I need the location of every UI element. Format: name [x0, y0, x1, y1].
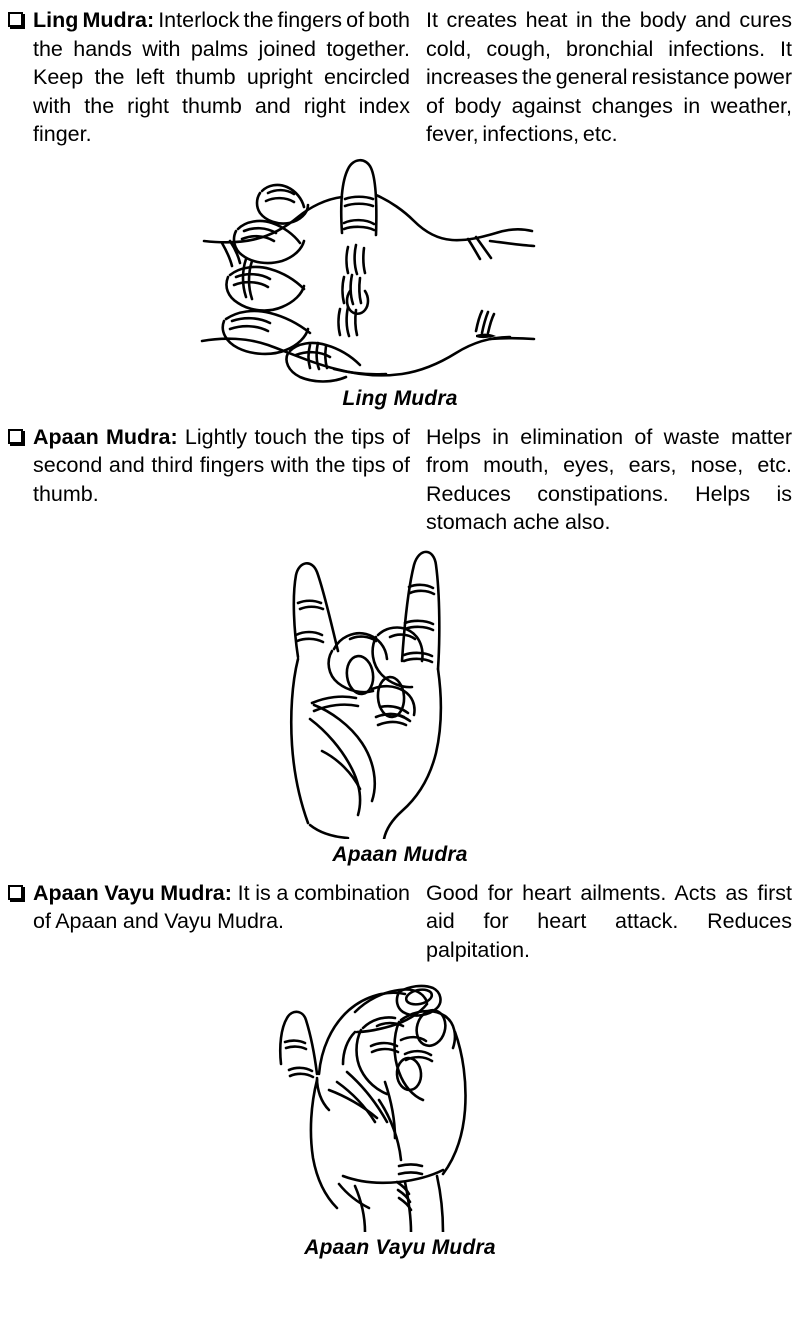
instruction-column [0, 879, 410, 936]
figure-caption-apaan-vayu-mudra: Apaan Vayu Mudra [304, 1236, 496, 1259]
instruction-column [0, 423, 410, 509]
figure-caption-apaan-mudra: Apaan Mudra [332, 842, 468, 866]
instruction-text [33, 879, 410, 936]
illustration-apaan-vayu-mudra [0, 970, 800, 1232]
benefits-column [426, 423, 792, 537]
figure-caption-ling-mudra: Ling Mudra [342, 386, 458, 410]
bullet-row [8, 6, 410, 149]
hollow-square-bullet-icon [8, 885, 23, 900]
instruction-text [33, 423, 410, 509]
instruction-body: Lightly touch the tips of second and third fingers with the tips of thumb. [33, 424, 410, 506]
mudra-section-apaan-vayu [0, 867, 800, 1261]
instruction-body: Interlock the fingers of both the hands with palms joined together. Keep the left thumb upright encircled with the right thumb and right index finger. [33, 8, 410, 146]
text-columns [0, 0, 800, 149]
instruction-body: It is a combination of Apaan and Vayu Mudra. [33, 880, 410, 933]
bullet-row [8, 423, 410, 509]
benefits-text: Good for heart ailments. Acts as first aid for heart attack. Reduces palpitation. [426, 880, 792, 962]
hollow-square-bullet-icon [8, 12, 23, 27]
instruction-column [0, 6, 410, 149]
mudra-title: Apaan Mudra: [33, 424, 178, 449]
text-columns [0, 867, 800, 965]
mudra-title: Ling Mudra: [33, 8, 155, 32]
illustration-apaan-mudra [0, 539, 800, 839]
hollow-square-bullet-icon [8, 429, 23, 444]
benefits-column [426, 6, 792, 149]
illustration-ling-mudra [0, 155, 800, 383]
instruction-text [33, 6, 410, 149]
mudra-section-ling [0, 0, 800, 411]
benefits-text: It creates heat in the body and cures cold, cough, bronchial infections. It increases the general resistance power of body against changes in weather, fever, infections, etc. [426, 8, 792, 146]
mudra-section-apaan [0, 411, 800, 867]
text-columns [0, 411, 800, 537]
bullet-row [8, 879, 410, 936]
benefits-text: Helps in elimination of waste matter from mouth, eyes, ears, nose, etc. Reduces constipations. Helps is stomach ache also. [426, 424, 792, 534]
mudra-title: Apaan Vayu Mudra: [33, 880, 232, 905]
benefits-column [426, 879, 792, 965]
